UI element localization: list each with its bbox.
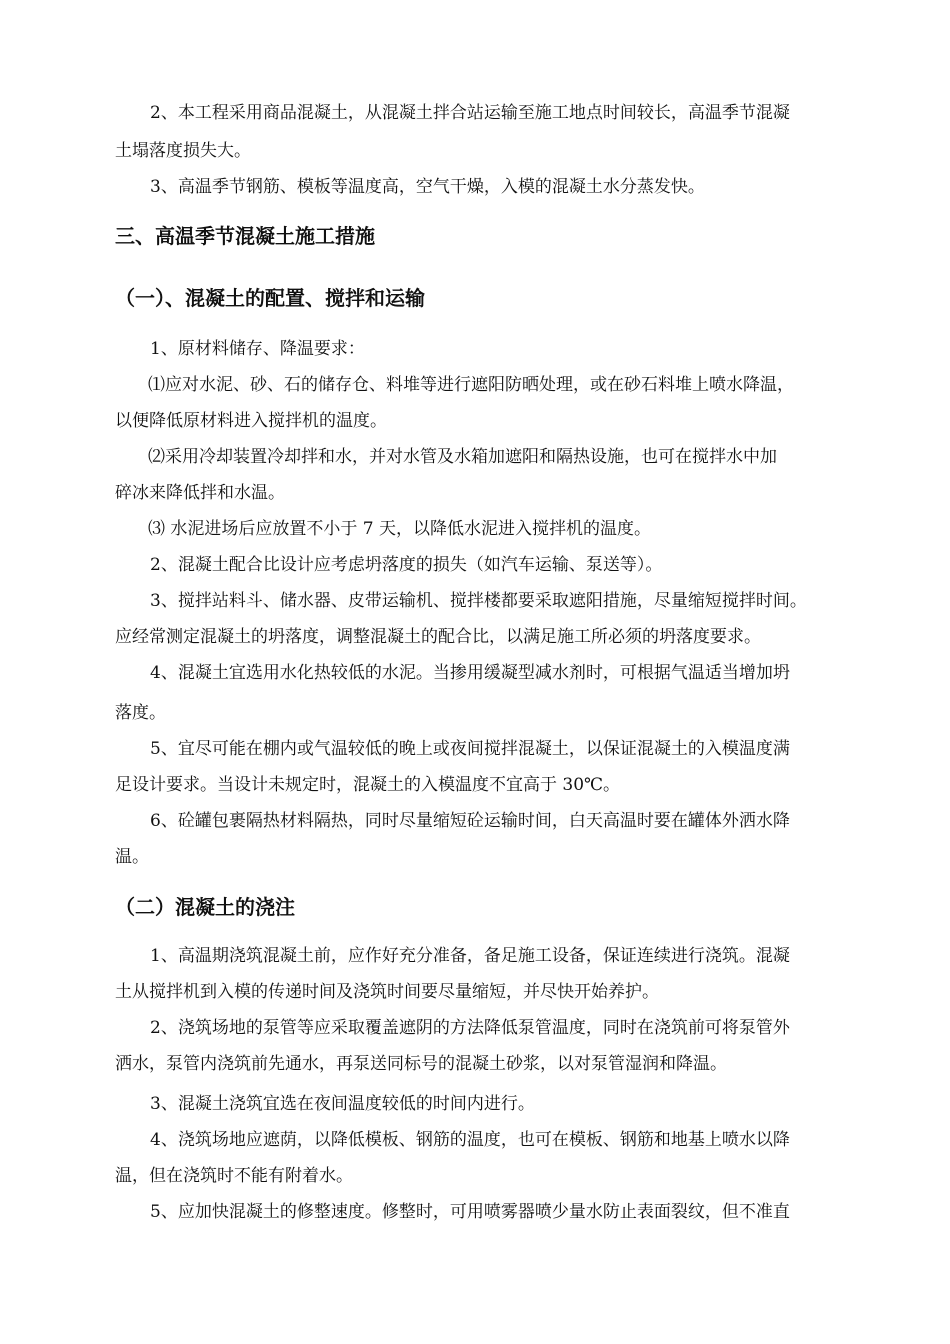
list-item: 4、混凝土宜选用水化热较低的水泥。当掺用缓凝型减水剂时，可根据气温适当增加坍 <box>150 663 790 683</box>
list-item: 5、应加快混凝土的修整速度。修整时，可用喷雾器喷少量水防止表面裂纹，但不准直 <box>150 1202 790 1222</box>
list-item: 3、混凝土浇筑宜选在夜间温度较低的时间内进行。 <box>150 1094 535 1114</box>
paragraph-line: 应经常测定混凝土的坍落度，调整混凝土的配合比，以满足施工所必须的坍落度要求。 <box>115 627 761 647</box>
section-heading: 三、高温季节混凝土施工措施 <box>115 224 375 248</box>
list-item: ⑶ 水泥进场后应放置不小于 7 天，以降低水泥进入搅拌机的温度。 <box>148 519 652 539</box>
list-item: 5、宜尽可能在棚内或气温较低的晚上或夜间搅拌混凝土，以保证混凝土的入模温度满 <box>150 739 790 759</box>
list-item: 2、混凝土配合比设计应考虑坍落度的损失（如汽车运输、泵送等）。 <box>150 555 663 575</box>
paragraph-line: 2、本工程采用商品混凝土，从混凝土拌合站运输至施工地点时间较长，高温季节混凝 <box>150 103 790 123</box>
paragraph-line: 土从搅拌机到入模的传递时间及浇筑时间要尽量缩短，并尽快开始养护。 <box>115 982 659 1002</box>
paragraph-line: 土塌落度损失大。 <box>115 141 251 161</box>
paragraph-line: 落度。 <box>115 703 166 723</box>
list-item: ⑴应对水泥、砂、石的储存仓、料堆等进行遮阳防晒处理，或在砂石料堆上喷水降温， <box>148 375 794 395</box>
list-item: 2、浇筑场地的泵管等应采取覆盖遮阴的方法降低泵管温度，同时在浇筑前可将泵管外 <box>150 1018 790 1038</box>
paragraph-line: 洒水，泵管内浇筑前先通水，再泵送同标号的混凝土砂浆，以对泵管湿润和降温。 <box>115 1054 727 1074</box>
paragraph-line: 温，但在浇筑时不能有附着水。 <box>115 1166 353 1186</box>
paragraph-line: 3、高温季节钢筋、模板等温度高，空气干燥，入模的混凝土水分蒸发快。 <box>150 177 705 197</box>
paragraph-line: 温。 <box>115 847 149 867</box>
subsection-heading: （二）混凝土的浇注 <box>115 895 295 919</box>
list-item: 3、搅拌站料斗、储水器、皮带运输机、搅拌楼都要采取遮阳措施，尽量缩短搅拌时间。 <box>150 591 807 611</box>
list-item: 4、浇筑场地应遮荫，以降低模板、钢筋的温度，也可在模板、钢筋和地基上喷水以降 <box>150 1130 790 1150</box>
paragraph-line: 足设计要求。当设计未规定时，混凝土的入模温度不宜高于 30℃。 <box>115 775 621 795</box>
list-item: ⑵采用冷却装置冷却拌和水，并对水管及水箱加遮阳和隔热设施，也可在搅拌水中加 <box>148 447 777 467</box>
list-item: 1、高温期浇筑混凝土前，应作好充分准备，备足施工设备，保证连续进行浇筑。混凝 <box>150 946 790 966</box>
subsection-heading: （一）、混凝土的配置、搅拌和运输 <box>115 286 425 310</box>
paragraph-line: 碎冰来降低拌和水温。 <box>115 483 285 503</box>
list-item: 6、砼罐包裹隔热材料隔热，同时尽量缩短砼运输时间，白天高温时要在罐体外洒水降 <box>150 811 790 831</box>
paragraph-line: 以便降低原材料进入搅拌机的温度。 <box>115 411 387 431</box>
list-item: 1、原材料储存、降温要求： <box>150 339 365 359</box>
